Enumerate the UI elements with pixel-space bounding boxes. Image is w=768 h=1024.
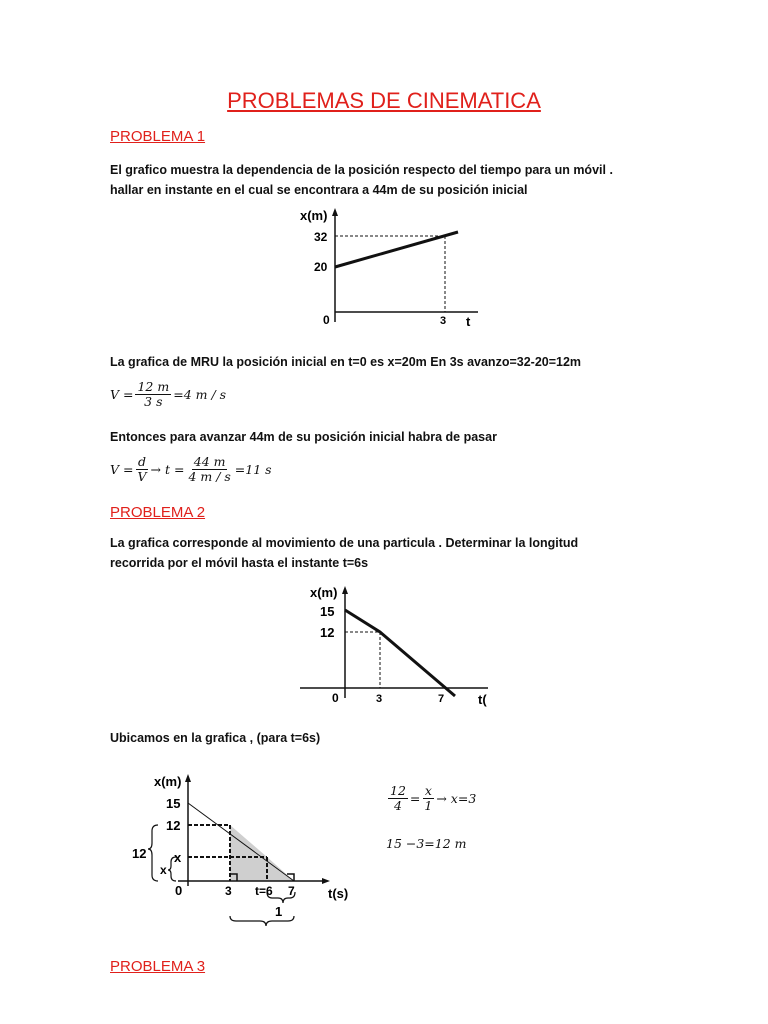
y-tick-label: x xyxy=(174,850,182,865)
problem-3-heading: PROBLEMA 3 xyxy=(110,958,206,975)
bottom-brace-label: 1 xyxy=(275,904,283,919)
y-tick-label: 15 xyxy=(320,604,335,619)
x-axis-arrow xyxy=(322,878,330,884)
position-line xyxy=(345,610,455,696)
problem-2-graph xyxy=(300,580,495,710)
denominator: V xyxy=(137,469,147,484)
problem-2-locate: Ubicamos en la grafica , (para t=6s) xyxy=(110,731,321,745)
y-tick-label: 15 xyxy=(166,796,181,811)
x-tick-label: 7 xyxy=(288,884,295,898)
denominator: 1 xyxy=(424,798,433,813)
eq-arrow: → t = xyxy=(150,462,185,477)
origin-label: 0 xyxy=(323,313,330,327)
y-tick-label: 20 xyxy=(314,260,328,274)
problem-2-statement xyxy=(110,533,670,573)
statement-line: recorrida por el móvil hasta el instante t=6s xyxy=(110,556,369,570)
statement-line: hallar en instante en el cual se encontrara a 44m de su posición inicial xyxy=(110,183,528,197)
equation-time xyxy=(110,455,272,484)
numerator: 12 m xyxy=(137,379,170,394)
y-axis-arrow xyxy=(342,586,348,594)
x-tick-label: 3 xyxy=(225,884,232,898)
shaded-area xyxy=(230,825,294,881)
y-axis-arrow xyxy=(332,208,338,216)
brace-label-x: x xyxy=(160,863,167,877)
problem-1-heading: PROBLEMA 1 xyxy=(110,128,206,145)
x-tick-label: t=6 xyxy=(255,884,273,898)
eq-rhs: =11 s xyxy=(234,462,272,477)
x-axis-label: t xyxy=(466,314,471,329)
x-tick-label: 3 xyxy=(440,315,447,327)
x-tick-label: 3 xyxy=(376,693,383,705)
y-axis-label: x(m) xyxy=(300,208,328,223)
denominator: 4 m / s xyxy=(188,469,231,484)
statement-line: La grafica corresponde al movimiento de una particula . Determinar la longitud xyxy=(110,536,579,550)
numerator: 12 xyxy=(390,783,406,798)
fraction xyxy=(388,784,408,813)
y-tick-label: 12 xyxy=(320,625,335,640)
x-axis-label: t( xyxy=(478,692,487,707)
fraction xyxy=(135,455,148,484)
y-axis-label: x(m) xyxy=(154,774,182,789)
origin-label: 0 xyxy=(175,883,183,898)
equation-velocity xyxy=(110,380,226,409)
numerator: x xyxy=(424,783,432,798)
x-axis-label: t(s) xyxy=(328,886,349,901)
origin-label: 0 xyxy=(332,691,339,705)
equation-result: 15 −3=12 m xyxy=(386,836,467,851)
y-tick-label: 12 xyxy=(166,818,181,833)
statement-line: El grafico muestra la dependencia de la posición respecto del tiempo para un móvil . xyxy=(110,163,613,177)
equation-proportion xyxy=(386,784,476,813)
fraction xyxy=(186,455,232,484)
denominator: 3 s xyxy=(144,394,163,409)
eq-equals: = xyxy=(409,791,421,806)
y-tick-label: 32 xyxy=(314,230,328,244)
page-title: PROBLEMAS DE CINEMATICA xyxy=(227,88,541,113)
brace-label: 12 xyxy=(132,846,147,861)
eq-rhs: → x=3 xyxy=(436,791,477,806)
problem-2-graph-shaded xyxy=(128,768,358,936)
bottom-brace xyxy=(230,916,294,926)
y-axis-arrow xyxy=(185,774,191,782)
x-tick-label: 7 xyxy=(438,693,445,705)
problem-2-heading: PROBLEMA 2 xyxy=(110,504,206,521)
problem-1-graph xyxy=(290,202,490,332)
denominator: 4 xyxy=(393,798,402,813)
position-line xyxy=(335,232,458,267)
problem-1-solution: La grafica de MRU la posición inicial en t=0 es x=20m En 3s avanzo=32-20=12m xyxy=(110,355,582,369)
eq-lhs: V = xyxy=(110,387,134,402)
eq-rhs: =4 m / s xyxy=(173,387,227,402)
left-brace-12 xyxy=(148,825,158,881)
numerator: 44 m xyxy=(193,454,226,469)
eq-lhs: V = xyxy=(110,462,134,477)
problem-1-statement xyxy=(110,160,670,200)
numerator: d xyxy=(137,454,146,469)
problem-1-then: Entonces para avanzar 44m de su posición inicial habra de pasar xyxy=(110,430,497,444)
fraction xyxy=(422,784,434,813)
fraction xyxy=(135,380,171,409)
y-axis-label: x(m) xyxy=(310,585,338,600)
